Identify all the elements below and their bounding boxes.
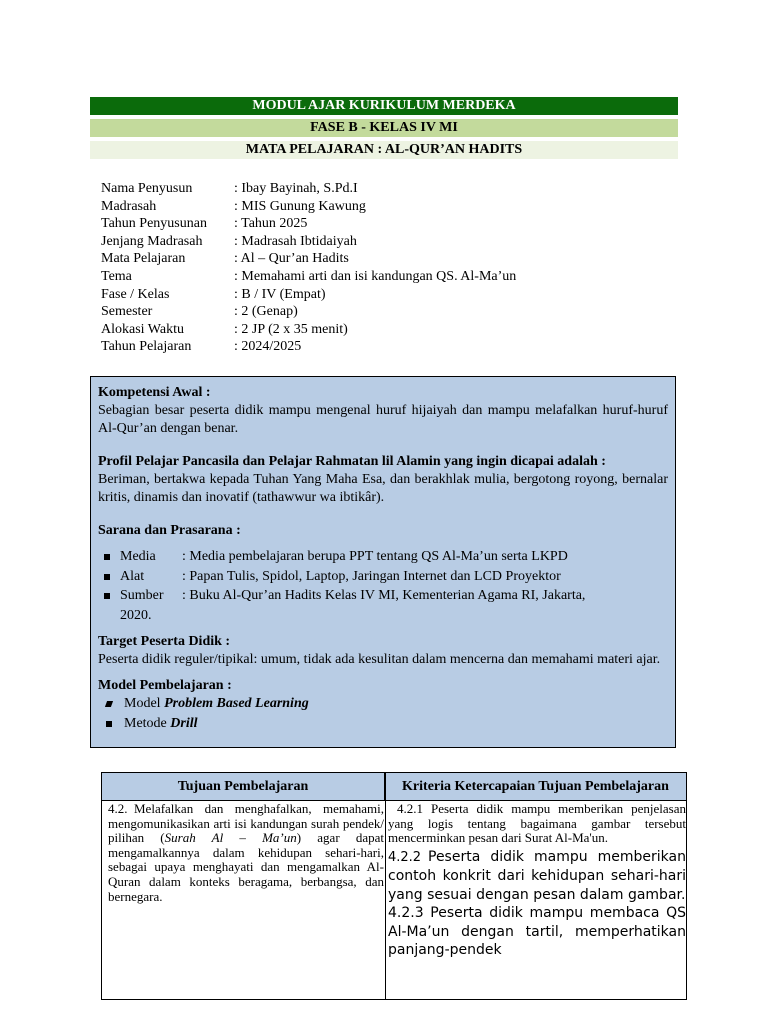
square-bullet-icon [98, 587, 120, 607]
objectives-table [101, 772, 687, 1000]
info-row [101, 303, 516, 321]
list-item: Model Problem Based Learning [98, 695, 668, 715]
info-row [101, 180, 516, 198]
info-value: : Tahun 2025 [234, 216, 308, 232]
kriteria-item: 4.2.3 Peserta didik mampu membaca QS Al-Ma’un dengan tartil, memperhatikan panjang-pendek [388, 905, 686, 959]
info-row [101, 198, 516, 216]
kriteria-cell [388, 802, 686, 960]
kriteria-item: 4.2.1 Peserta didik mampu memberikan penjelasan yang logis tentang bagaimana gambar tersebut mencerminkan pesan dari Surat Al-Ma'un. [388, 801, 686, 846]
info-value: : Memahami arti dan isi kandungan QS. Al-Ma’un [234, 268, 517, 284]
target-text: Peserta didik reguler/tipikal: umum, tidak ada kesulitan dalam mencerna dan memahami materi ajar. [98, 652, 661, 667]
arrow-bullet-icon [98, 695, 124, 715]
info-value: : 2 JP (2 x 35 menit) [234, 321, 348, 337]
info-label: Mata Pelajaran [101, 251, 186, 267]
info-label: Fase / Kelas [101, 286, 170, 302]
info-row [101, 250, 516, 268]
list-item: Sumber : Buku Al-Qur’an Hadits Kelas IV MI, Kementerian Agama RI, Jakarta, [98, 587, 668, 607]
list-item: Alat : Papan Tulis, Spidol, Laptop, Jaringan Internet dan LCD Proyektor [98, 568, 668, 588]
info-label: Tahun Pelajaran [101, 339, 192, 355]
identity-list [101, 180, 516, 356]
info-row [101, 233, 516, 251]
info-row [101, 215, 516, 233]
info-value: : Ibay Bayinah, S.Pd.I [234, 181, 358, 196]
info-value: : Al – Qur’an Hadits [234, 251, 349, 267]
kompetensi-heading: Kompetensi Awal : [98, 385, 211, 400]
profil-text: Beriman, bertakwa kepada Tuhan Yang Maha Esa, dan berakhlak mulia, bergotong royong, bernalar kritis, dinamis dan inovatif (tathawwur wa ibtikâr). [98, 472, 668, 505]
learning-info-box [90, 376, 676, 748]
kompetensi-text: Sebagian besar peserta didik mampu mengenal huruf hijaiyah dan mampu melafalkan huruf-huruf Al-Qur’an dengan benar. [98, 403, 668, 436]
info-label: Semester [101, 304, 153, 320]
kriteria-item: 4.2.2 Peserta didik mampu memberikan contoh konkrit dari kehidupan sehari-hari yang sesuai dengan pesan dalam gambar. [388, 848, 686, 903]
info-label: Madrasah [101, 198, 157, 214]
list-item-continuation: 2020. [120, 607, 152, 623]
table-header-tujuan: Tujuan Pembelajaran [102, 773, 385, 801]
info-label: Jenjang Madrasah [101, 233, 203, 249]
info-label: Nama Penyusun [101, 181, 193, 196]
square-bullet-icon [98, 568, 120, 588]
target-heading: Target Peserta Didik : [98, 634, 231, 649]
tujuan-text: 4.2. Melafalkan dan menghafalkan, memahami, mengomunikasikan arti isi kandungan surah pendek/ pilihan (Surah Al – Ma’un) agar dapat mengamalkannya dalam kehidupan sehari-hari, sebagai upaya menghayati dan mengamalkan Al-Quran dalam konteks beragama, berbangsa, dan bernegara. [108, 801, 385, 904]
info-row [101, 338, 516, 356]
module-title: MODUL AJAR KURIKULUM MERDEKA [90, 97, 678, 115]
info-label: Alokasi Waktu [101, 321, 184, 337]
info-row [101, 286, 516, 304]
info-value: : B / IV (Empat) [234, 286, 326, 302]
info-value: : 2024/2025 [234, 339, 302, 355]
info-label: Tahun Penyusunan [101, 216, 207, 232]
info-row [101, 321, 516, 339]
square-bullet-icon [98, 715, 124, 735]
profil-heading: Profil Pelajar Pancasila dan Pelajar Rahmatan lil Alamin yang ingin dicapai adalah : [98, 454, 606, 469]
fase-kelas-title: FASE B - KELAS IV MI [90, 119, 678, 137]
square-bullet-icon [98, 548, 120, 568]
tujuan-cell [108, 802, 384, 904]
model-heading: Model Pembelajaran : [98, 678, 232, 693]
sarana-heading: Sarana dan Prasarana : [98, 523, 241, 538]
info-value: : Madrasah Ibtidaiyah [234, 233, 357, 249]
info-value: : MIS Gunung Kawung [234, 198, 366, 214]
info-value: : 2 (Genap) [234, 304, 298, 320]
info-row [101, 268, 516, 286]
info-label: Tema [101, 268, 132, 284]
table-header-kriteria: Kriteria Ketercapaian Tujuan Pembelajaran [385, 773, 686, 801]
subject-title: MATA PELAJARAN : AL-QUR’AN HADITS [90, 141, 678, 159]
list-item: Media : Media pembelajaran berupa PPT tentang QS Al-Ma’un serta LKPD [98, 548, 668, 568]
list-item: Metode Drill [98, 715, 668, 735]
